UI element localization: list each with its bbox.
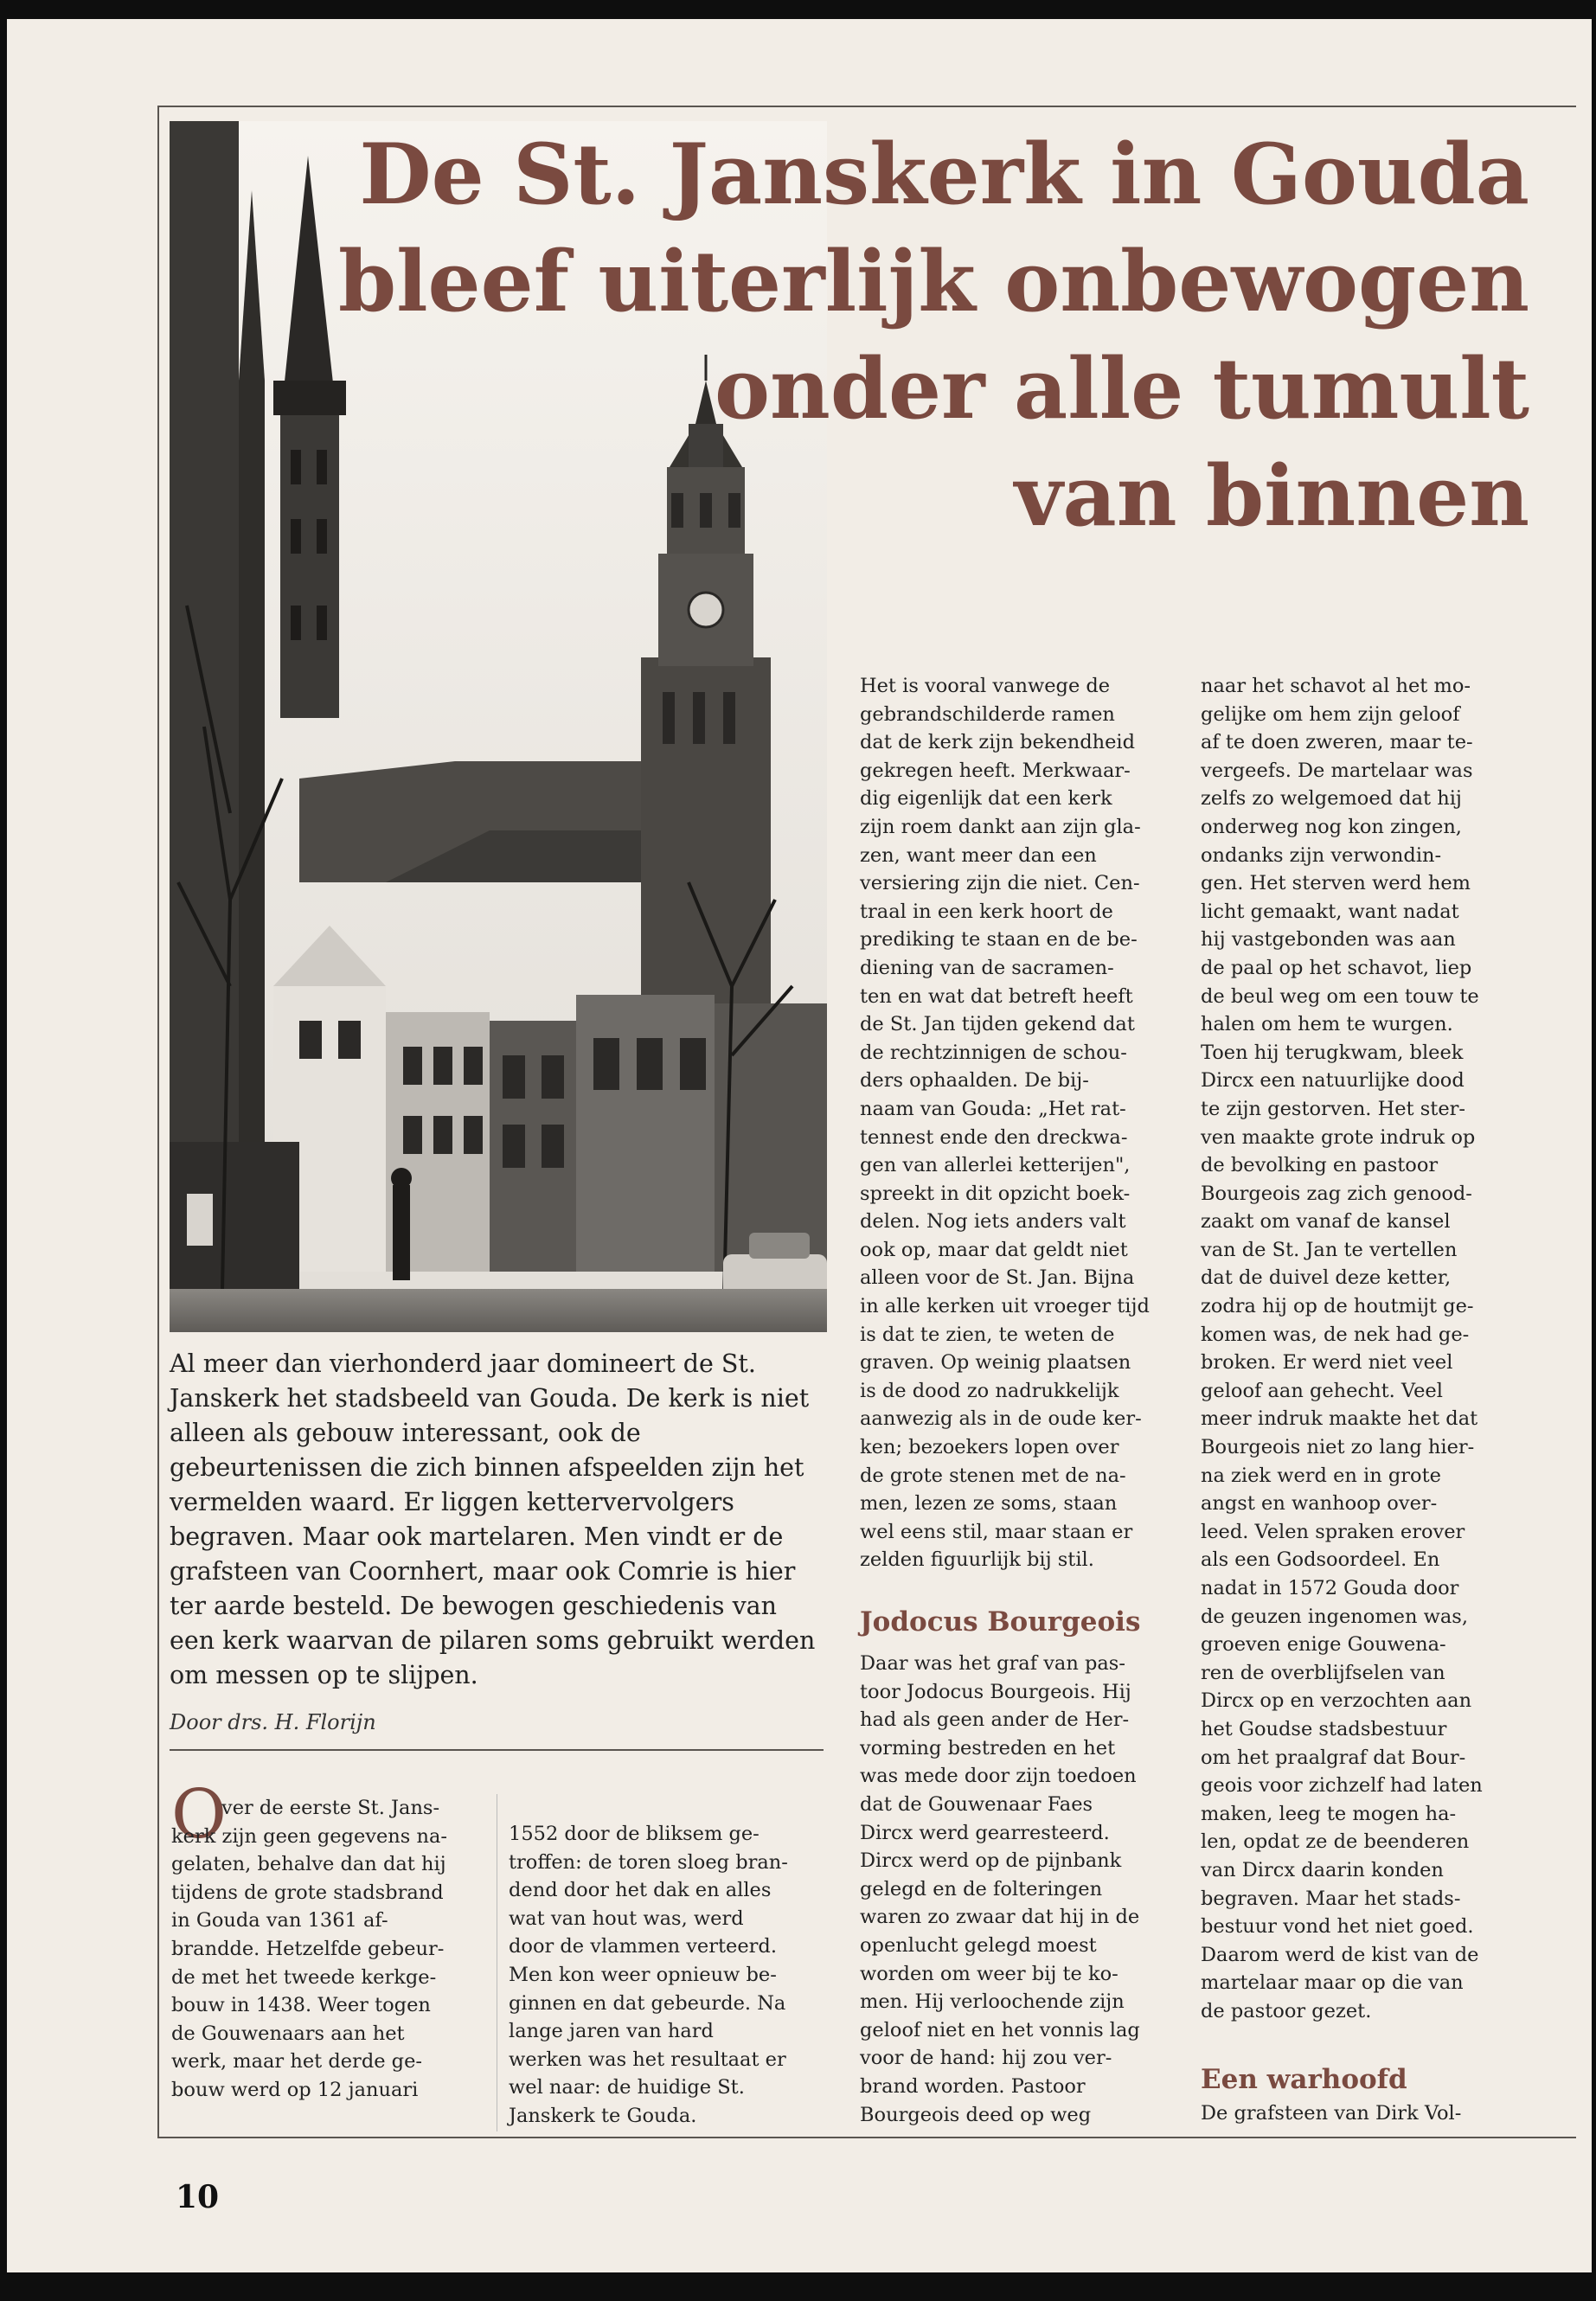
article-headline [318, 121, 1529, 550]
text-line: bouw werd op 12 januari [171, 2078, 419, 2101]
text-line: te zijn gestorven. Het ster- [1201, 1097, 1466, 1120]
text-line: Bourgeois niet zo lang hier- [1201, 1436, 1475, 1459]
text-line: zelfs zo welgemoed dat hij [1201, 787, 1462, 811]
body-column-3 [860, 672, 1180, 1574]
text-line: is dat te zien, te weten de [860, 1323, 1115, 1346]
body-column-2 [509, 1820, 829, 2131]
text-line: worden om weer bij te ko- [860, 1962, 1118, 1985]
text-line: men. Hij verloochende zijn [860, 1990, 1125, 2014]
text-line: Toen hij terugkwam, bleek [1201, 1041, 1464, 1064]
text-line: om het praalgraf dat Bour- [1201, 1746, 1466, 1769]
text-line: Dircx werd gearresteerd. [860, 1821, 1110, 1844]
text-line: geloof aan gehecht. Veel [1201, 1379, 1443, 1402]
body-column-4-continued [1201, 2099, 1521, 2128]
text-line: de Gouwenaars aan het [171, 2022, 405, 2045]
headline-line-1: De St. Janskerk in Gouda [359, 125, 1529, 223]
body-column-3-continued [860, 1650, 1180, 2129]
subhead-jodocus-bourgeois: Jodocus Bourgeois [860, 1606, 1141, 1638]
text-line: Bourgeois zag zich genood- [1201, 1182, 1472, 1205]
text-line: nadat in 1572 Gouda door [1201, 1577, 1459, 1599]
text-line: gen van allerlei ketterijen", [860, 1154, 1131, 1177]
text-line: wat van hout was, werd [509, 1907, 744, 1930]
text-line: ren de overblijfselen van [1201, 1661, 1445, 1684]
text-line: tennest ende den dreckwa- [860, 1125, 1128, 1149]
text-line: lange jaren van hard [509, 2020, 714, 2043]
text-line: de geuzen ingenomen was, [1201, 1605, 1469, 1628]
text-line: len, opdat ze de beenderen [1201, 1830, 1470, 1854]
text-line: Daarom werd de kist van de [1201, 1943, 1479, 1966]
text-line: graven. Op weinig plaatsen [860, 1351, 1131, 1375]
text-line: ders ophaalden. De bij- [860, 1069, 1089, 1093]
text-line: van de St. Jan te vertellen [1201, 1238, 1458, 1261]
top-rule [157, 106, 1576, 107]
text-line: men, lezen ze soms, staan [860, 1492, 1118, 1516]
text-line: dig eigenlijk dat een kerk [860, 787, 1112, 811]
text-line: als een Godsoordeel. En [1201, 1548, 1440, 1572]
text-line: geloof niet en het vonnis lag [860, 2018, 1140, 2041]
text-line: zen, want meer dan een [860, 843, 1097, 867]
text-line: Dircx werd op de pijnbank [860, 1849, 1122, 1873]
text-line: gelijke om hem zijn geloof [1201, 702, 1460, 726]
text-line: versiering zijn die niet. Cen- [860, 872, 1140, 895]
text-line: prediking te staan en de be- [860, 928, 1138, 952]
text-line: naam van Gouda: „Het rat- [860, 1097, 1126, 1120]
text-line: dat de Gouwenaar Faes [860, 1792, 1093, 1816]
text-line: Dircx een natuurlijke dood [1201, 1069, 1465, 1093]
body-column-4 [1201, 672, 1521, 2026]
text-line: kerk zijn geen gegevens na- [171, 1824, 447, 1848]
text-line: traal in een kerk hoort de [860, 900, 1113, 923]
text-line: spreekt in dit opzicht boek- [860, 1182, 1131, 1205]
text-line: de rechtzinnigen de schou- [860, 1041, 1127, 1064]
text-line: 1552 door de bliksem ge- [509, 1823, 760, 1845]
text-line: de paal op het schavot, liep [1201, 956, 1472, 979]
drop-cap: O [171, 1776, 227, 1854]
text-line: werk, maar het derde ge- [171, 2050, 423, 2073]
text-line: de bevolking en pastoor [1201, 1154, 1439, 1177]
text-line: wel eens stil, maar staan er [860, 1520, 1133, 1543]
text-line: dat de kerk zijn bekendheid [860, 731, 1136, 754]
text-line: naar het schavot al het mo- [1201, 675, 1471, 697]
text-line: toor Jodocus Bourgeois. Hij [860, 1680, 1131, 1703]
text-line: Janskerk te Gouda. [509, 2104, 697, 2127]
text-line: na ziek werd en in grote [1201, 1464, 1441, 1487]
text-line: tijdens de grote stadsbrand [171, 1881, 444, 1904]
magazine-page [7, 19, 1592, 2272]
byline-rule [170, 1749, 824, 1751]
text-line: ken; bezoekers lopen over [860, 1436, 1119, 1459]
text-line: in Gouda van 1361 af- [171, 1909, 388, 1932]
text-line: troffen: de toren sloeg bran- [509, 1850, 788, 1874]
text-line: zijn roem dankt aan zijn gla- [860, 815, 1141, 838]
text-line: hij vastgebonden was aan [1201, 928, 1456, 952]
text-line: broken. Er werd niet veel [1201, 1351, 1453, 1375]
intro-text: Al meer dan vierhonderd jaar domineert de St. Janskerk het stadsbeeld van Gouda. De kerk is niet alleen als gebouw interessant, ook de gebeurtenissen die zich binnen afspeelden zijn het vermelden waard. Er liggen kettervervolgers begraven. Maar ook martelaren. Men vindt er de grafsteen van Coornhert, maar ook Comrie is hier ter aarde besteld. De bewogen geschiedenis van een kerk waarvan de pilaren soms gebruikt werden om messen op te slijpen. [170, 1349, 816, 1689]
text-line: brandde. Hetzelfde gebeur- [171, 1937, 445, 1960]
text-line: leed. Velen spraken erover [1201, 1520, 1465, 1543]
left-rule [157, 106, 159, 2138]
text-line: ook op, maar dat geldt niet [860, 1238, 1128, 1261]
text-line: diening van de sacramen- [860, 956, 1114, 979]
text-line: zodra hij op de houtmijt ge- [1201, 1295, 1474, 1318]
text-line: onderweg nog kon zingen, [1201, 815, 1462, 838]
text-line: komen was, de nek had ge- [1201, 1323, 1470, 1346]
text-line: dat de duivel deze ketter, [1201, 1266, 1452, 1290]
text-line: openlucht gelegd moest [860, 1933, 1097, 1957]
text-line: martelaar maar op die van [1201, 1971, 1464, 1995]
intro-lead [170, 1347, 827, 1693]
text-line: groeven enige Gouwena- [1201, 1633, 1446, 1657]
text-line: is de dood zo nadrukkelijk [860, 1379, 1119, 1402]
text-line: bestuur vond het niet goed. [1201, 1915, 1474, 1939]
text-line: ven maakte grote indruk op [1201, 1125, 1476, 1149]
text-line: de met het tweede kerkge- [171, 1965, 437, 1989]
text-line: af te doen zweren, maar te- [1201, 731, 1473, 754]
text-line: De grafsteen van Dirk Vol- [1201, 2102, 1462, 2125]
text-line: angst en wanhoop over- [1201, 1492, 1438, 1516]
text-line: geois voor zichzelf had laten [1201, 1774, 1483, 1798]
text-line: het Goudse stadsbestuur [1201, 1717, 1447, 1740]
text-line: waren zo zwaar dat hij in de [860, 1906, 1140, 1929]
text-line: Men kon weer opnieuw be- [509, 1963, 777, 1986]
text-line: werken was het resultaat er [509, 2048, 786, 2071]
text-line: ten en wat dat betreft heeft [860, 984, 1133, 1008]
text-line: had als geen ander de Her- [860, 1708, 1130, 1732]
subhead-een-warhoofd: Een warhoofd [1201, 2064, 1407, 2095]
text-line: ondanks zijn verwondin- [1201, 843, 1442, 867]
text-line: voor de hand: hij zou ver- [860, 2047, 1112, 2070]
headline-line-4: van binnen [1014, 447, 1529, 545]
text-line: gekregen heeft. Merkwaar- [860, 759, 1131, 782]
text-line: de grote stenen met de na- [860, 1464, 1126, 1487]
headline-line-3: onder alle tumult [715, 340, 1529, 438]
text-line: Daar was het graf van pas- [860, 1652, 1125, 1675]
text-line: aanwezig als in de oude ker- [860, 1407, 1142, 1431]
text-line: door de vlammen verteerd. [509, 1935, 777, 1958]
text-line: Het is vooral vanwege de [860, 675, 1111, 697]
text-line: meer indruk maakte het dat [1201, 1407, 1478, 1431]
text-line: gelegd en de folteringen [860, 1877, 1103, 1900]
text-line: van Dircx daarin konden [1201, 1858, 1444, 1881]
text-line: gelaten, behalve dan dat hij [171, 1853, 446, 1876]
text-line: gebrandschilderde ramen [860, 702, 1115, 726]
text-line: begraven. Maar het stads- [1201, 1887, 1461, 1910]
text-line: zelden figuurlijk bij stil. [860, 1548, 1094, 1572]
text-line: Bourgeois deed op weg [860, 2103, 1092, 2126]
text-line: ver de eerste St. Jans- [221, 1797, 440, 1819]
headline-line-2: bleef uiterlijk onbewogen [337, 233, 1529, 330]
text-line: alleen voor de St. Jan. Bijna [860, 1266, 1135, 1290]
text-line: gen. Het sterven werd hem [1201, 872, 1471, 895]
text-line: was mede door zijn toedoen [860, 1765, 1137, 1788]
text-line: halen om hem te wurgen. [1201, 1013, 1453, 1036]
text-line: de beul weg om een touw te [1201, 984, 1479, 1008]
text-line: maken, leeg te mogen ha- [1201, 1802, 1457, 1825]
text-line: Dircx op en verzochten aan [1201, 1689, 1472, 1713]
text-line: dend door het dak en alles [509, 1879, 772, 1902]
text-line: licht gemaakt, want nadat [1201, 900, 1459, 923]
text-line: bouw in 1438. Weer togen [171, 1994, 431, 2017]
text-line: delen. Nog iets anders valt [860, 1210, 1126, 1234]
text-line: ginnen en dat gebeurde. Na [509, 1991, 786, 2015]
text-line: brand worden. Pastoor [860, 2074, 1086, 2098]
text-line: de pastoor gezet. [1201, 1999, 1372, 2022]
text-line: in alle kerken uit vroeger tijd [860, 1295, 1150, 1318]
text-line: vergeefs. De martelaar was [1201, 759, 1473, 782]
page-number: 10 [176, 2179, 220, 2215]
text-line: wel naar: de huidige St. [509, 2076, 745, 2099]
text-line: de St. Jan tijden gekend dat [860, 1013, 1135, 1036]
byline: Door drs. H. Florijn [170, 1710, 376, 1734]
bottom-rule [157, 2137, 1576, 2138]
body-column-1 [171, 1794, 483, 2105]
text-line: vorming bestreden en het [860, 1736, 1116, 1759]
text-line: zaakt om vanaf de kansel [1201, 1210, 1451, 1234]
